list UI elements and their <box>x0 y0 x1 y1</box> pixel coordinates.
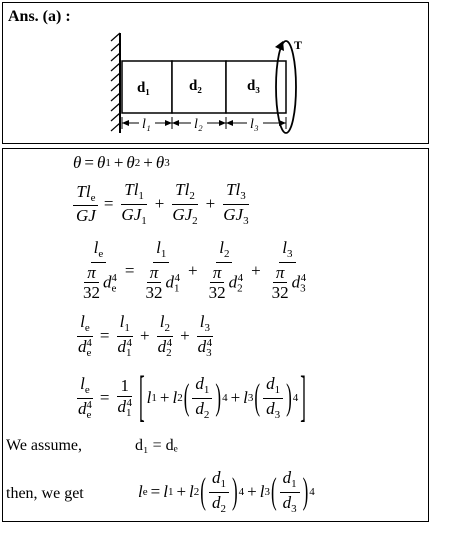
torque-label: T <box>294 38 303 52</box>
assume-label: We assume, <box>6 437 83 454</box>
then-label: then, we get <box>6 485 84 502</box>
segment-label-3: d₃ <box>247 78 260 94</box>
length-label-3: l₃ <box>250 117 259 132</box>
solution-box <box>2 148 429 522</box>
assume-equation: d₁ = dₑ <box>135 437 178 454</box>
shaft-diagram <box>3 3 430 145</box>
segment-label-1: d₁ <box>137 80 150 96</box>
equation-tl-over-gj: $\frac{Tl_e}{GJ}$ = $\frac{Tl_1}{GJ_1}$ + $\frac{Tl_2}{GJ_2}$ + $\frac{Tl_3}{GJ_3}$ <box>71 181 254 227</box>
answer-title: Ans. (a) : <box>8 8 71 25</box>
equation-l-over-d4: $\frac{l_e}{d_e^4}$ = $\frac{l_1}{d_1^4}$ + $\frac{l_2}{d_2^4}$ + $\frac{l_3}{d_3^4}$ <box>78 312 213 359</box>
equation-bracket-form: $\frac{l_e}{d_e^4}$ = $\frac{1}{d_1^4}$ [ l 1 + l 2 ( $\frac{d_1}{d_2}$ ) 4 + l 3 ( $\frac{d_1}{d_3}$ ) 4 ] <box>78 365 306 428</box>
equation-theta-sum: θ = θ 1 + θ 2 + θ 3 <box>73 153 170 172</box>
equation-polar-moment: $l_e$ $\frac{\pi}{32}$ $d_e^4$ = $l_1$ $\frac{\pi}{32}$ $d_1^4$ + $l_2$ $\frac{\pi}{32}$ $d_2^4$ + $l_3$ $\frac{\pi}{32}$ $d_3^4$ <box>83 238 307 303</box>
length-label-1: l₁ <box>142 117 151 132</box>
answer-figure-box <box>2 2 429 144</box>
equation-final: l e = l 1 + l 2 ( $\frac{d_1}{d_2}$ ) 4 + l 3 ( $\frac{d_1}{d_3}$ ) 4 <box>138 468 315 515</box>
segment-label-2: d₂ <box>189 78 202 94</box>
length-label-2: l₂ <box>194 117 203 132</box>
